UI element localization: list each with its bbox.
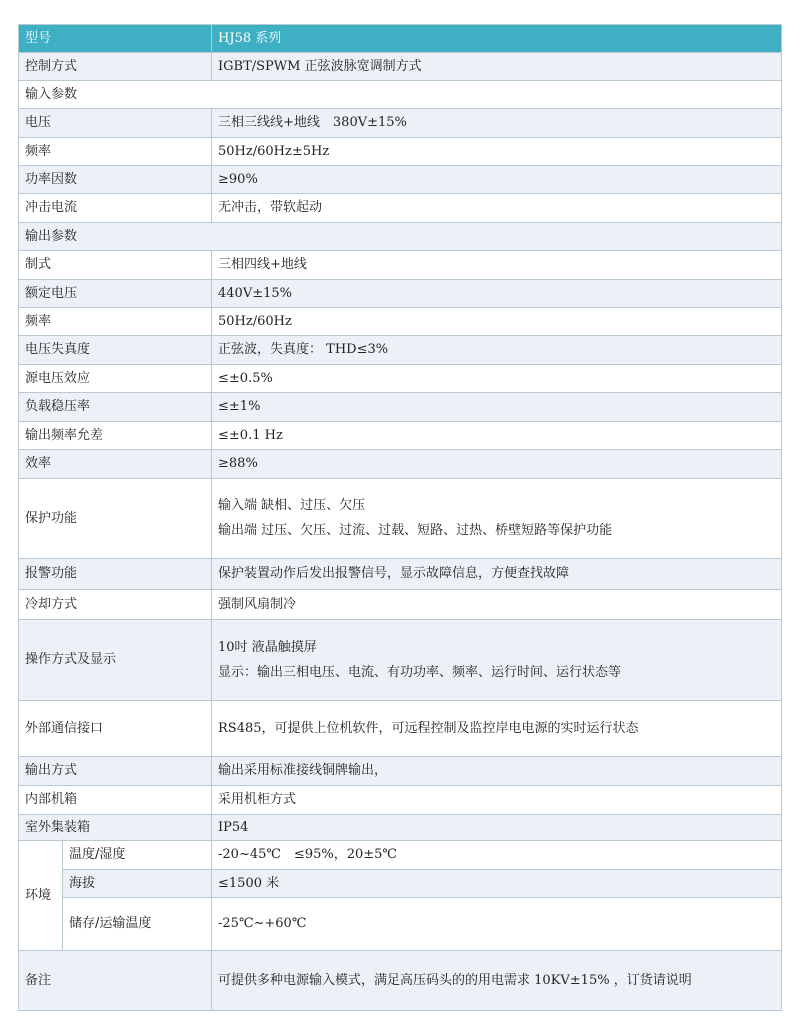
table-row xyxy=(19,109,782,138)
model-value: HJ58 系列 xyxy=(212,25,782,53)
rated-voltage-value: 440V±15% xyxy=(212,280,782,308)
table-row xyxy=(19,450,782,479)
load-regulation-label: 负载稳压率 xyxy=(19,393,212,422)
spec-table xyxy=(18,24,782,1011)
table-row xyxy=(19,757,782,786)
load-regulation-value: ≤±1% xyxy=(212,393,782,422)
table-row xyxy=(19,166,782,194)
remarks-label: 备注 xyxy=(19,951,212,1011)
header-row xyxy=(19,25,782,53)
output-system-value: 三相四线+地线 xyxy=(212,251,782,280)
table-row xyxy=(19,251,782,280)
protection-output-line: 输出端 过压、欠压、过流、过载、短路、过热、桥壁短路等保护功能 xyxy=(218,523,613,538)
input-voltage-value: 三相三线线+地线 380V±15% xyxy=(212,109,782,138)
output-section-title: 输出参数 xyxy=(19,223,782,251)
table-row xyxy=(19,422,782,450)
table-row xyxy=(19,365,782,393)
operation-label: 操作方式及显示 xyxy=(19,620,212,701)
section-row xyxy=(19,81,782,109)
table-row xyxy=(19,898,782,951)
section-row xyxy=(19,223,782,251)
operation-screen-line: 10吋 液晶触摸屏 xyxy=(218,639,317,655)
table-row xyxy=(19,786,782,815)
freq-tolerance-label: 输出频率允差 xyxy=(19,422,212,450)
power-factor-label: 功率因数 xyxy=(19,166,212,194)
table-row xyxy=(19,53,782,81)
table-row xyxy=(19,280,782,308)
table-row xyxy=(19,138,782,166)
altitude-label: 海拔 xyxy=(63,870,212,898)
output-frequency-value: 50Hz/60Hz xyxy=(212,308,782,336)
efficiency-value: ≥88% xyxy=(212,450,782,479)
storage-temp-label: 储存/运输温度 xyxy=(63,898,212,951)
output-frequency-label: 频率 xyxy=(19,308,212,336)
outdoor-value: IP54 xyxy=(212,815,782,841)
environment-label: 环境 xyxy=(19,841,63,951)
remarks-value: 可提供多种电源输入模式，满足高压码头的的用电需求 10KV±15% ，订货请说明 xyxy=(212,951,782,1011)
cabinet-label: 内部机箱 xyxy=(19,786,212,815)
outdoor-label: 室外集装箱 xyxy=(19,815,212,841)
input-section-title: 输入参数 xyxy=(19,81,782,109)
input-voltage-label: 电压 xyxy=(19,109,212,138)
comm-label: 外部通信接口 xyxy=(19,701,212,757)
freq-tolerance-value: ≤±0.1 Hz xyxy=(212,422,782,450)
input-frequency-value: 50Hz/60Hz±5Hz xyxy=(212,138,782,166)
output-system-label: 制式 xyxy=(19,251,212,280)
output-method-value: 输出采用标准接线铜牌输出， xyxy=(212,757,782,786)
alarm-label: 报警功能 xyxy=(19,559,212,590)
input-frequency-label: 频率 xyxy=(19,138,212,166)
distortion-value: 正弦波，失真度： THD≤3% xyxy=(212,336,782,365)
altitude-value: ≤1500 米 xyxy=(212,870,782,898)
output-method-label: 输出方式 xyxy=(19,757,212,786)
temp-humidity-value: -20~45℃ ≤95%，20±5℃ xyxy=(212,841,782,870)
cooling-label: 冷却方式 xyxy=(19,590,212,620)
control-mode-value: IGBT/SPWM 正弦波脉宽调制方式 xyxy=(212,53,782,81)
table-row xyxy=(19,870,782,898)
table-row xyxy=(19,559,782,590)
protection-label: 保护功能 xyxy=(19,479,212,559)
efficiency-label: 效率 xyxy=(19,450,212,479)
table-row xyxy=(19,308,782,336)
table-row xyxy=(19,951,782,1011)
source-effect-label: 源电压效应 xyxy=(19,365,212,393)
table-row xyxy=(19,590,782,620)
table-row xyxy=(19,701,782,757)
table-row xyxy=(19,479,782,559)
table-row xyxy=(19,194,782,223)
source-effect-value: ≤±0.5% xyxy=(212,365,782,393)
inrush-label: 冲击电流 xyxy=(19,194,212,223)
inrush-value: 无冲击，带软起动 xyxy=(212,194,782,223)
table-row xyxy=(19,620,782,701)
table-row xyxy=(19,815,782,841)
cooling-value: 强制风扇制冷 xyxy=(212,590,782,620)
protection-input-line: 输入端 缺相、过压、欠压 xyxy=(218,498,366,513)
temp-humidity-label: 温度/湿度 xyxy=(63,841,212,870)
table-row xyxy=(19,336,782,365)
cabinet-value: 采用机柜方式 xyxy=(212,786,782,815)
power-factor-value: ≥90% xyxy=(212,166,782,194)
table-row xyxy=(19,841,782,870)
storage-temp-value: -25℃~+60℃ xyxy=(212,898,782,951)
model-label: 型号 xyxy=(19,25,212,53)
operation-display-line: 显示：输出三相电压、电流、有功功率、频率、运行时间、运行状态等 xyxy=(218,664,622,680)
control-mode-label: 控制方式 xyxy=(19,53,212,81)
protection-value xyxy=(212,479,782,559)
operation-value xyxy=(212,620,782,701)
comm-value: RS485，可提供上位机软件，可远程控制及监控岸电电源的实时运行状态 xyxy=(212,701,782,757)
distortion-label: 电压失真度 xyxy=(19,336,212,365)
alarm-value: 保护装置动作后发出报警信号，显示故障信息，方便查找故障 xyxy=(212,559,782,590)
table-row xyxy=(19,393,782,422)
rated-voltage-label: 额定电压 xyxy=(19,280,212,308)
